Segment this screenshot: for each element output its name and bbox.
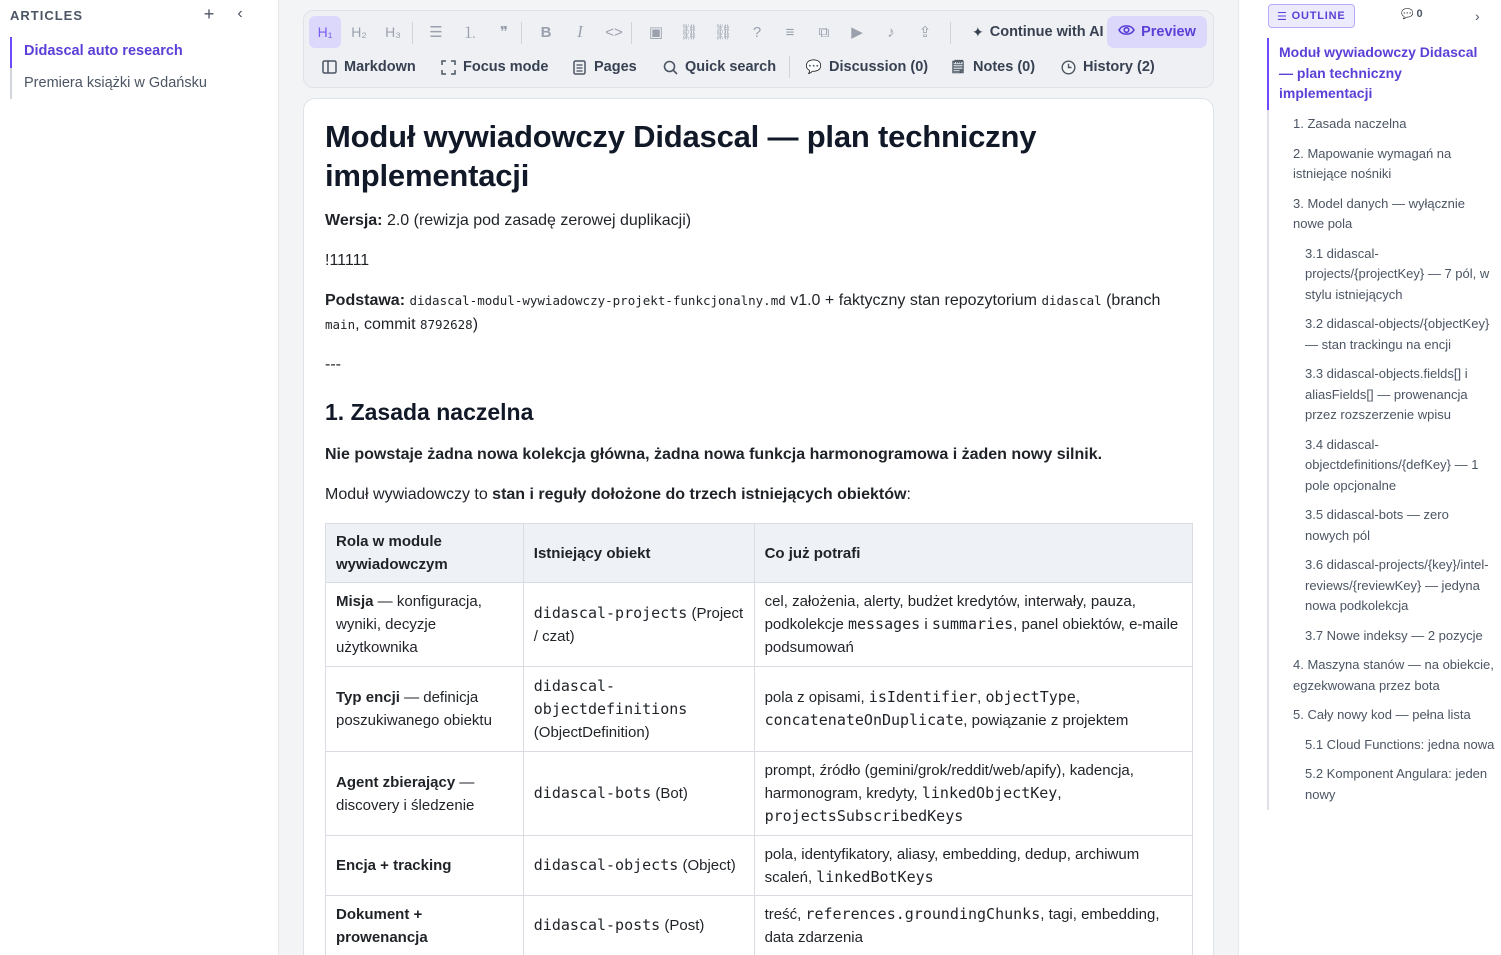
object-type: (ObjectDefinition): [533, 723, 650, 741]
pages-label: Pages: [594, 59, 637, 75]
search-icon: [662, 59, 678, 75]
outline-list: [1267, 38, 1495, 810]
code-button[interactable]: [598, 16, 630, 48]
section-heading: 1. Zasada naczelna: [325, 399, 534, 425]
capability-code: objectType: [985, 688, 1076, 706]
align-icon: ≡: [785, 23, 795, 41]
intro-bold-text: stan i reguły dołożone do trzech istniejących obiektów: [492, 486, 907, 503]
outline-panel: [1238, 0, 1501, 955]
bullet-list-button[interactable]: [420, 16, 452, 48]
quote-icon: ❞: [499, 24, 509, 41]
capability-text: ,: [1075, 689, 1080, 706]
outline-item[interactable]: 3.5 didascal-bots — zero nowych pól: [1305, 507, 1449, 543]
tab-comments[interactable]: [1401, 8, 1423, 20]
basis-branch: main: [325, 317, 356, 332]
basis-text: (branch: [1101, 292, 1161, 309]
comment-icon: 💬: [805, 59, 823, 74]
notes-label: Notes (0): [973, 59, 1036, 75]
basis-line: [325, 289, 1193, 337]
object-code: didascal-posts: [533, 916, 661, 934]
bullet-list-icon: ☰: [429, 24, 443, 41]
discussion-button[interactable]: [806, 52, 928, 82]
rule-paragraph: [325, 443, 1193, 467]
role-description: — konfiguracja, wyniki, decyzje użytkownika: [336, 593, 482, 656]
discussion-label: Discussion (0): [829, 59, 929, 75]
note-icon: 🗒: [949, 59, 967, 74]
article-item[interactable]: Premiera książki w Gdańsku: [10, 68, 270, 99]
capability-cell: [754, 667, 1192, 752]
italic-button[interactable]: [564, 16, 596, 48]
pages-icon: [571, 59, 587, 75]
role-cell: [326, 896, 524, 955]
chevron-right-icon[interactable]: ›: [1475, 8, 1480, 24]
capability-code: concatenateOnDuplicate: [764, 711, 964, 729]
intro-text: Moduł wywiadowczy to: [325, 486, 493, 503]
capability-text: pola z opisami,: [764, 689, 869, 706]
object-cell: [523, 896, 754, 955]
focus-mode-button[interactable]: [440, 52, 548, 82]
code-icon: <>: [605, 23, 623, 41]
chevron-left-icon[interactable]: ‹: [237, 5, 243, 22]
sparkle-icon: ✦: [972, 23, 984, 40]
capability-text: prompt, źródło (gemini/grok/reddit/web/apify), kadencja, harmonogram, kredyty,: [764, 762, 1134, 802]
align-button[interactable]: [774, 16, 806, 48]
capability-cell: [754, 836, 1192, 896]
split-view-icon: [321, 59, 337, 75]
table-row: [326, 836, 1193, 896]
outline-item[interactable]: Moduł wywiadowczy Didascal — plan techniczny implementacji: [1267, 38, 1495, 110]
articles-list: [10, 37, 270, 99]
capability-text: , tagi, embedding, data zdarzenia: [764, 905, 1160, 946]
continue-with-ai-label: Continue with AI: [989, 24, 1104, 40]
unlink-icon: ⛓: [713, 24, 733, 41]
notes-button[interactable]: [950, 52, 1035, 82]
capability-text: pola, identyfikatory, aliasy, embedding, dedup, archiwum scaleń,: [764, 845, 1140, 886]
bang-line: !11111: [325, 252, 370, 269]
basis-text: v1.0 + faktyczny stan repozytorium: [785, 292, 1042, 309]
editor-area: [279, 0, 1238, 955]
toolbar-divider: [789, 56, 790, 78]
table-header-row: [326, 524, 1193, 583]
toolbar-divider: [631, 22, 632, 44]
quote-button[interactable]: [488, 16, 520, 48]
mapping-table: [325, 523, 1193, 955]
object-cell: [523, 667, 754, 752]
unlink-button[interactable]: [707, 16, 739, 48]
object-cell: [523, 836, 754, 896]
role-cell: [326, 667, 524, 752]
role-name: Typ encji: [336, 689, 400, 706]
markdown-button[interactable]: [321, 52, 416, 82]
object-cell: [523, 583, 754, 667]
capability-code: projectsSubscribedKeys: [764, 807, 964, 825]
capability-cell: [754, 896, 1192, 955]
bold-icon: B: [540, 23, 552, 41]
basis-commit: 8792628: [420, 317, 473, 332]
capability-text: ,: [1057, 785, 1062, 802]
capability-code: references.groundingChunks: [805, 904, 1041, 923]
outline-item[interactable]: 3.6 didascal-projects/{key}/intel-reviews/{reviewKey} — jedyna nowa podkolekcja: [1305, 557, 1489, 613]
basis-text: , commit: [355, 316, 420, 333]
capability-text: , panel obiektów, e-maile podsumowań: [764, 616, 1179, 656]
outline-item[interactable]: 3.1 didascal-projects/{projectKey} — 7 pól, w stylu istniejących: [1305, 245, 1490, 302]
document-title: Moduł wywiadowczy Didascal — plan techniczny implementacji: [325, 119, 1037, 193]
object-type: (Bot): [651, 785, 688, 802]
horizontal-rule-text: ---: [325, 356, 341, 373]
italic-icon: I: [577, 22, 583, 41]
outline-item[interactable]: 3.4 didascal-objectdefinitions/{defKey} — 1 pole opcjonalne: [1305, 436, 1479, 493]
article-item[interactable]: Didascal auto research: [10, 37, 270, 68]
numbered-list-icon: ⒈: [462, 24, 478, 42]
capability-code: messages: [847, 615, 921, 633]
object-code: didascal-objectdefinitions: [533, 676, 688, 718]
numbered-list-button[interactable]: [454, 16, 486, 48]
tab-outline[interactable]: [1268, 4, 1355, 28]
view-toolbar-row: [309, 52, 1209, 82]
outline-item[interactable]: 5.1 Cloud Functions: jedna nowa: [1305, 736, 1495, 752]
role-cell: [326, 752, 524, 836]
toolbar-divider: [950, 22, 951, 44]
question-icon: ?: [752, 23, 762, 41]
outline-item[interactable]: 5.2 Komponent Angulara: jeden nowy: [1305, 766, 1488, 802]
document-content: [325, 117, 1193, 955]
clock-icon: [1060, 59, 1076, 75]
intro-end: :: [906, 486, 911, 503]
copy-button[interactable]: [808, 16, 840, 48]
role-name: Agent zbierający: [336, 773, 456, 791]
capability-cell: [754, 583, 1192, 667]
video-icon: ▶: [851, 24, 863, 41]
articles-title: ARTICLES: [10, 8, 83, 23]
table-row: [326, 752, 1193, 836]
outline-item[interactable]: 3.2 didascal-objects/{objectKey} — stan trackingu na encji: [1305, 316, 1490, 352]
outline-item[interactable]: 5. Cały nowy kod — pełna lista: [1293, 707, 1471, 722]
quick-search-label: Quick search: [685, 59, 777, 75]
capability-code: linkedObjectKey: [921, 784, 1058, 802]
object-type: (Post): [660, 917, 705, 934]
link-icon: ⛓: [679, 24, 699, 41]
microphone-icon: ♪: [887, 23, 895, 41]
toolbar-divider: [521, 22, 522, 44]
object-type: (Object): [678, 857, 736, 874]
object-cell: [523, 752, 754, 836]
upload-icon: ⇪: [918, 24, 932, 41]
copy-icon: ⧉: [818, 23, 830, 41]
preview-label: Preview: [1141, 24, 1196, 40]
pages-button[interactable]: [571, 52, 637, 82]
quick-search-button[interactable]: [662, 52, 776, 82]
upload-button[interactable]: [909, 16, 941, 48]
editor-toolbar: [303, 10, 1214, 88]
heading1-button[interactable]: [309, 16, 341, 48]
h2-icon: H₂: [351, 24, 367, 40]
toolbar-divider: [412, 22, 413, 44]
table-row: [326, 667, 1193, 752]
capability-code: summaries: [931, 615, 1014, 633]
articles-sidebar: [0, 0, 279, 955]
basis-label: Podstawa:: [325, 292, 406, 309]
outline-tab-label: OUTLINE: [1291, 10, 1346, 22]
capability-code: isIdentifier: [868, 688, 978, 706]
comment-icon: 💬: [1401, 8, 1414, 20]
object-type: (Project / czat): [533, 604, 744, 645]
bold-button[interactable]: [530, 16, 562, 48]
video-button[interactable]: [841, 16, 873, 48]
version-line: [325, 209, 1193, 233]
format-toolbar-row: [309, 16, 1209, 48]
focus-icon: [440, 59, 456, 75]
help-button[interactable]: [741, 16, 773, 48]
focus-mode-label: Focus mode: [463, 59, 549, 75]
table-row: [326, 583, 1193, 667]
articles-header: [10, 4, 250, 25]
table-row: [326, 896, 1193, 955]
role-cell: [326, 583, 524, 667]
object-code: didascal-projects: [533, 603, 688, 622]
rule-bold-text: Nie powstaje żadna nowa kolekcja główna, żadna nowa funkcja harmonogramowa i żaden nowy silnik.: [325, 446, 1103, 463]
continue-with-ai-button[interactable]: [964, 16, 1112, 48]
capability-text: , powiązanie z projektem: [963, 712, 1129, 729]
capability-cell: [754, 752, 1192, 836]
outline-item[interactable]: 3. Model danych — wyłącznie nowe pola: [1293, 195, 1465, 231]
eye-icon: [1118, 24, 1135, 40]
version-value: 2.0 (rewizja pod zasadę zerowej duplikacji): [382, 212, 692, 229]
image-button[interactable]: [640, 16, 672, 48]
basis-text: ): [472, 316, 479, 333]
role-description: — definicja poszukiwanego obiektu: [336, 689, 492, 729]
object-code: didascal-bots: [533, 784, 652, 802]
image-icon: ▣: [648, 24, 664, 41]
mic-button[interactable]: [875, 16, 907, 48]
table-header: Rola w module wywiadowczym: [326, 524, 524, 583]
list-icon: ☰: [1277, 10, 1288, 23]
capability-text: cel, założenia, alerty, budżet kredytów, interwały, pauza, podkolekcje: [764, 593, 1136, 633]
role-name: Dokument + prowenancja: [336, 905, 428, 946]
outline-item[interactable]: 3.7 Nowe indeksy — 2 pozycje: [1305, 627, 1483, 643]
version-label: Wersja:: [325, 212, 383, 229]
basis-repo: didascal: [1041, 293, 1102, 308]
outline-item[interactable]: 3.3 didascal-objects.fields[] i aliasFields[] — prowenancja przez rozszerzenie wpisu: [1305, 366, 1468, 422]
capability-text: i: [920, 616, 932, 633]
role-name: Encja + tracking: [336, 857, 452, 874]
outline-item[interactable]: 4. Maszyna stanów — na obiekcie, egzekwowana przez bota: [1293, 657, 1494, 693]
object-code: didascal-objects: [533, 856, 679, 874]
role-cell: [326, 836, 524, 896]
h3-icon: H₃: [385, 24, 401, 40]
h1-icon: H₁: [317, 24, 333, 40]
heading3-button[interactable]: [377, 16, 409, 48]
table-header: Co już potrafi: [754, 524, 1192, 583]
outline-item[interactable]: 1. Zasada naczelna: [1293, 116, 1407, 131]
history-label: History (2): [1083, 59, 1155, 75]
plus-icon[interactable]: +: [203, 4, 215, 24]
role-name: Misja: [336, 593, 374, 610]
history-button[interactable]: [1060, 52, 1155, 82]
capability-text: treść,: [764, 905, 806, 923]
outline-item[interactable]: 2. Mapowanie wymagań na istniejące nośniki: [1293, 145, 1452, 181]
table-body: [326, 583, 1193, 955]
role-description: — discovery i śledzenie: [336, 773, 475, 814]
comments-count: 0: [1416, 8, 1423, 20]
table-header: Istniejący obiekt: [523, 524, 754, 583]
capability-text: ,: [977, 689, 986, 706]
intro-paragraph: [325, 483, 1193, 507]
heading2-button[interactable]: [343, 16, 375, 48]
markdown-label: Markdown: [344, 59, 416, 75]
capability-code: linkedBotKeys: [816, 867, 934, 886]
preview-button[interactable]: [1107, 16, 1207, 48]
basis-file: didascal-modul-wywiadowczy-projekt-funkcjonalny.md: [409, 293, 786, 308]
document-preview: [303, 98, 1214, 955]
link-button[interactable]: [673, 16, 705, 48]
